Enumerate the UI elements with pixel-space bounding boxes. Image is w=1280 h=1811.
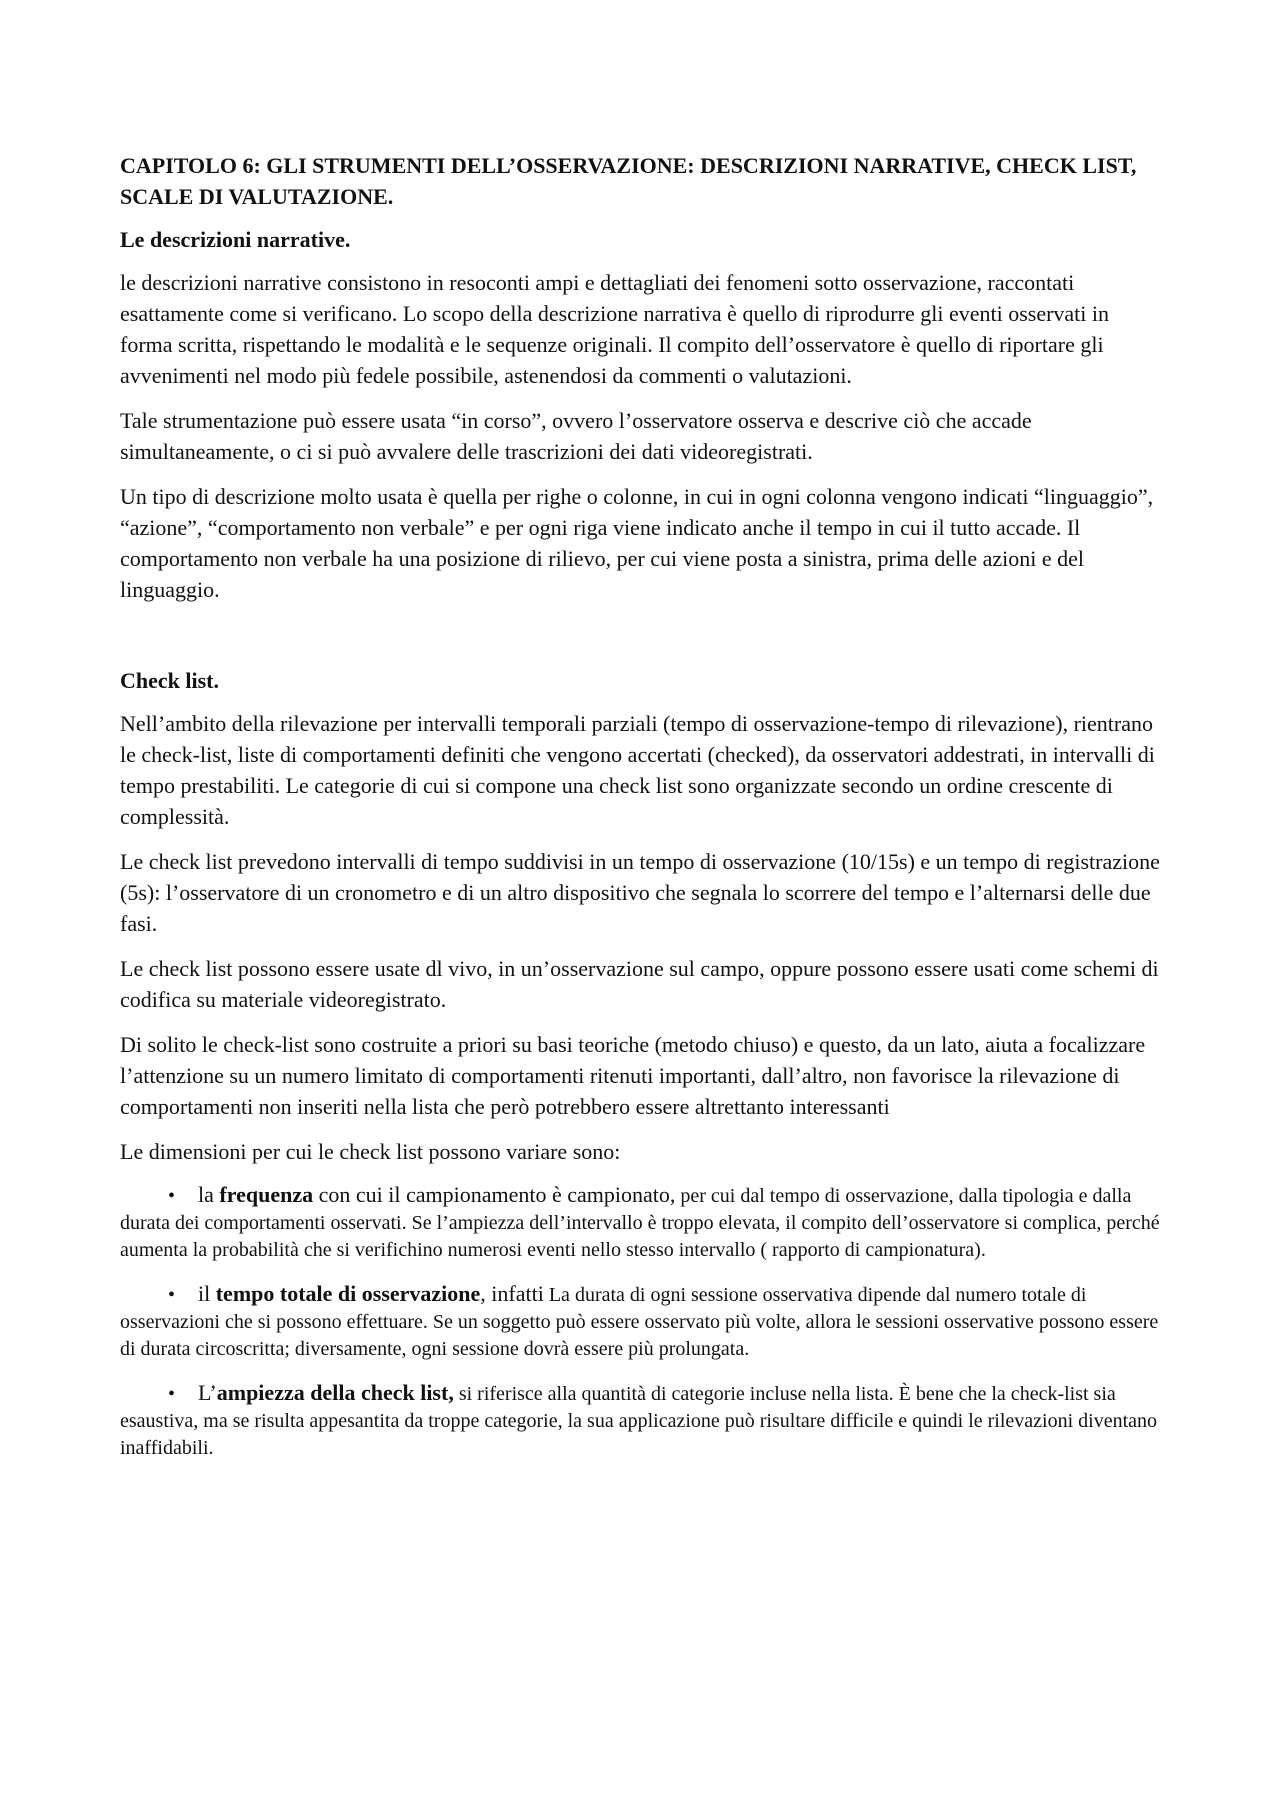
paragraph: Tale strumentazione può essere usata “in corso”, ovvero l’osservatore osserva e descrive ciò che accade simultaneamente, o ci si può avvalere delle trascrizioni dei dati videoregistrati. bbox=[120, 408, 1032, 464]
paragraph: Nell’ambito della rilevazione per intervalli temporali parziali (tempo di osservazione-tempo di rilevazione), rientrano le check-list, liste di comportamenti definiti che vengono accertati (checked), da osservatori addestrati, in intervalli di tempo prestabiliti. Le categorie di cui si compone una check list sono organizzate secondo un ordine crescente di complessità. bbox=[120, 711, 1155, 829]
bullet-prefix: il bbox=[198, 1281, 216, 1306]
chapter-title: CAPITOLO 6: GLI STRUMENTI DELL’OSSERVAZIONE: DESCRIZIONI NARRATIVE, CHECK LIST, SCALE DI VALUTAZIONE. bbox=[120, 153, 1137, 209]
paragraph: Le check list prevedono intervalli di tempo suddivisi in un tempo di osservazione (10/15s) e un tempo di registrazione (5s): l’osservatore di un cronometro e di un altro dispositivo che segnala lo scorrere del tempo e l’alternarsi delle due fasi. bbox=[120, 849, 1160, 936]
section-gap bbox=[120, 619, 1162, 665]
bullet-keyword: tempo totale di osservazione bbox=[215, 1281, 481, 1306]
bullet-item-frequenza bbox=[120, 1181, 1162, 1264]
section-heading-check-list: Check list. bbox=[120, 668, 219, 693]
paragraph: Le check list possono essere usate dl vivo, in un’osservazione sul campo, oppure possono essere usati come schemi di codifica su materiale videoregistrato. bbox=[120, 956, 1159, 1012]
bullet-marker: • bbox=[168, 1383, 176, 1405]
paragraph: Un tipo di descrizione molto usata è quella per righe o colonne, in cui in ogni colonna vengono indicati “linguaggio”, “azione”, “comportamento non verbale” e per ogni riga viene indicato anche il tempo in cui il tutto accade. Il comportamento non verbale ha una posizione di rilievo, per cui viene posta a sinistra, prima delle azioni e del linguaggio. bbox=[120, 484, 1154, 602]
bullet-prefix: la bbox=[198, 1182, 220, 1207]
bullet-marker: • bbox=[168, 1284, 176, 1306]
bullet-lead-text: , infatti bbox=[480, 1281, 544, 1306]
bullet-keyword: frequenza bbox=[219, 1182, 314, 1207]
bullet-text: si riferisce alla quantità di categorie incluse nella lista. È bene che la check-list sia esaustiva, ma se risulta appesantita da troppe categorie, la sua applicazione può risultare difficile e quindi le rilevazioni diventano inaffidabili. bbox=[120, 1383, 1158, 1459]
paragraph: Di solito le check-list sono costruite a priori su basi teoriche (metodo chiuso) e questo, da un lato, aiuta a focalizzare l’attenzione su un numero limitato di comportamenti ritenuti importanti, dall’altro, non favorisce la rilevazione di comportamenti non inseriti nella lista che però potrebbero essere altrettanto interessanti bbox=[120, 1032, 1146, 1119]
paragraph: le descrizioni narrative consistono in resoconti ampi e dettagliati dei fenomeni sotto osservazione, raccontati esattamente come si verificano. Lo scopo della descrizione narrativa è quello di riprodurre gli eventi osservati in forma scritta, rispettando le modalità e le sequenze originali. Il compito dell’osservatore è quello di riportare gli avvenimenti nel modo più fedele possibile, astenendosi da commenti o valutazioni. bbox=[120, 270, 1110, 388]
bullet-marker: • bbox=[168, 1185, 176, 1207]
bullet-item-tempo-totale bbox=[120, 1280, 1162, 1363]
bullet-item-ampiezza bbox=[120, 1379, 1162, 1462]
section-heading-narrative: Le descrizioni narrative. bbox=[120, 227, 351, 252]
bullet-keyword: ampiezza della check list, bbox=[216, 1380, 454, 1405]
bullet-lead-text: con cui il campionamento è campionato, bbox=[313, 1182, 676, 1207]
paragraph: Le dimensioni per cui le check list possono variare sono: bbox=[120, 1139, 621, 1164]
bullet-text: per cui dal tempo di osservazione, dalla tipologia e dalla durata dei comportamenti osservati. Se l’ampiezza dell’intervallo è troppo elevata, il compito dell’osservatore si complica, perché aumenta la probabilità che si verifichino numerosi eventi nello stesso intervallo ( rapporto di campionatura). bbox=[120, 1185, 1160, 1261]
bullet-text: La durata di ogni sessione osservativa dipende dal numero totale di osservazioni che si possono effettuare. Se un soggetto può essere osservato più volte, allora le sessioni osservative possono essere di durata circoscritta; diversamente, ogni sessione dovrà essere più prolungata. bbox=[120, 1284, 1159, 1360]
bullet-prefix: L’ bbox=[198, 1380, 217, 1405]
